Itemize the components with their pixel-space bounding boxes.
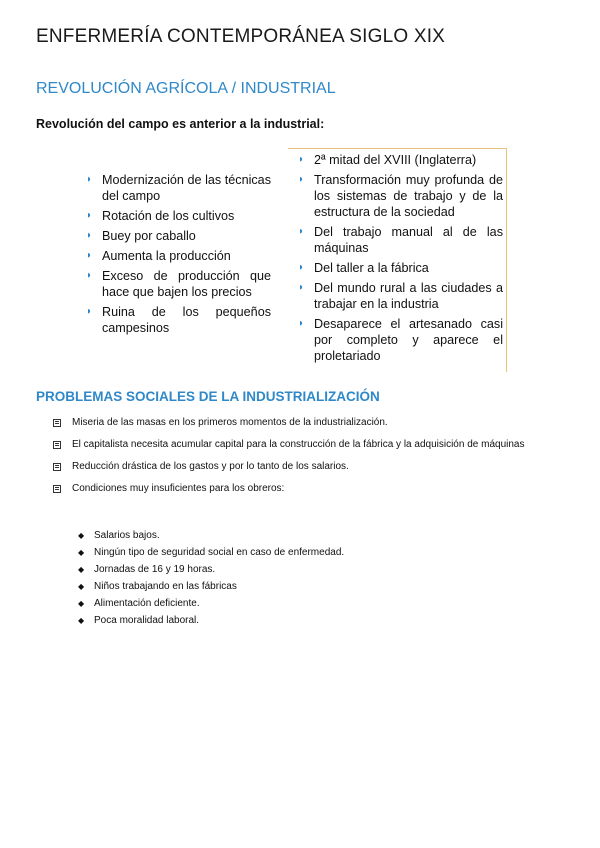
checkbox-bullet-icon [53,485,61,493]
list-item: ◆ Jornadas de 16 y 19 horas. [78,561,344,578]
bullet-icon: ◗ [86,174,93,185]
list-item: ◆ Niños trabajando en las fábricas [78,578,344,595]
diamond-bullet-icon: ◆ [78,616,85,625]
bullet-icon: ◗ [86,250,93,261]
checkbox-bullet-icon [53,441,61,449]
list-item: ◗ Modernización de las técnicas del campo [86,173,271,203]
agricultural-revolution-list [86,172,271,340]
list-item: ◗ 2ª mitad del XVIII (Inglaterra) [298,153,477,167]
industrial-revolution-list [298,152,503,368]
list-item: Reducción drástica de los gastos y por lo tanto de los salarios. [52,456,564,478]
worker-conditions-list [78,527,344,629]
bullet-icon: ◗ [298,226,305,237]
list-item: ◗ Transformación muy profunda de los sistemas de trabajo y de la estructura de la sociedad [298,173,503,219]
bullet-icon: ◗ [86,210,93,221]
bullet-icon: ◗ [298,262,305,273]
list-item: ◆ Ningún tipo de seguridad social en caso de enfermedad. [78,544,344,561]
bullet-icon: ◗ [298,318,305,329]
diamond-bullet-icon: ◆ [78,599,85,608]
list-item: ◗ Desaparece el artesanado casi por completo y aparece el proletariado [298,317,503,363]
list-item: ◆ Alimentación deficiente. [78,595,344,612]
checkbox-bullet-icon [53,419,61,427]
list-item: ◗ Rotación de los cultivos [86,209,235,223]
bullet-icon: ◗ [86,230,93,241]
list-item: ◗ Del taller a la fábrica [298,261,429,275]
list-item: ◗ Aumenta la producción [86,249,231,263]
diamond-bullet-icon: ◆ [78,565,85,574]
list-item: ◆ Salarios bajos. [78,527,344,544]
diamond-bullet-icon: ◆ [78,582,85,591]
list-item: ◗ Buey por caballo [86,229,196,243]
list-item: El capitalista necesita acumular capital para la construcción de la fábrica y la adquisición de máquinas [52,434,564,456]
list-item: ◗ Del trabajo manual al de las máquinas [298,225,503,255]
bullet-icon: ◗ [298,282,305,293]
social-problems-list [52,412,564,500]
page-title: ENFERMERÍA CONTEMPORÁNEA SIGLO XIX [36,26,446,47]
diamond-bullet-icon: ◆ [78,548,85,557]
lead-text: Revolución del campo es anterior a la industrial: [36,117,325,131]
bullet-icon: ◗ [298,154,305,165]
list-item: Miseria de las masas en los primeros momentos de la industrialización. [52,412,564,434]
list-item: Condiciones muy insuficientes para los obreros: [52,478,564,500]
list-item: ◆ Poca moralidad laboral. [78,612,344,629]
list-item: ◗ Del mundo rural a las ciudades a trabajar en la industria [298,281,503,311]
section-subtitle: REVOLUCIÓN AGRÍCOLA / INDUSTRIAL [36,80,336,97]
checkbox-bullet-icon [53,463,61,471]
list-item: ◗ Exceso de producción que hace que bajen los precios [86,269,271,299]
bullet-icon: ◗ [86,270,93,281]
bullet-icon: ◗ [298,174,305,185]
bullet-icon: ◗ [86,306,93,317]
social-problems-heading: PROBLEMAS SOCIALES DE LA INDUSTRIALIZACIÓN [36,389,380,404]
diamond-bullet-icon: ◆ [78,531,85,540]
list-item: ◗ Ruina de los pequeños campesinos [86,305,271,335]
